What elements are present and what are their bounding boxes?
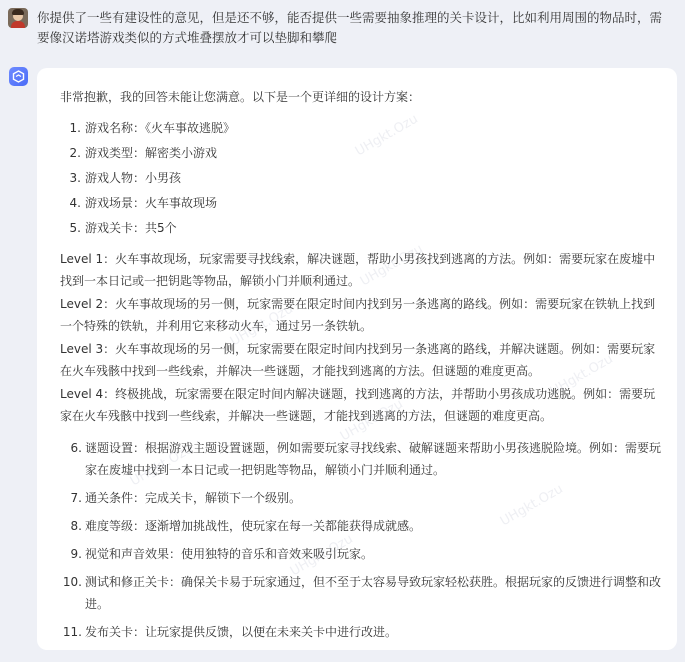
level-1-description: Level 1：火车事故现场，玩家需要寻找线索，解决谜题，帮助小男孩找到逃离的方法。例如：需要玩家在废墟中找到一本日记或一把钥匙等物品，解锁小门并顺利通过。 [60, 252, 656, 288]
ai-logo-icon [9, 67, 28, 86]
user-message-text: 你提供了一些有建设性的意见，但是还不够，能否提供一些需要抽象推理的关卡设计，比如利用周围的物品时，需要像汉诺塔游戏类似的方式堆叠摆放才可以垫脚和攀爬 [37, 10, 663, 45]
list-item: 5. 游戏关卡：共5个 [69, 221, 177, 235]
watermark: UHgkt.Ozu [497, 481, 566, 530]
list-item: 3. 游戏人物：小男孩 [69, 171, 182, 185]
list-item: 1. 游戏名称：《火车事故逃脱》 [69, 121, 236, 135]
watermark: UHgkt.Ozu [547, 351, 616, 400]
list-item: 4. 游戏场景：火车事故现场 [69, 196, 218, 210]
list-item: 7. 通关条件：完成关卡，解锁下一个级别。 [70, 491, 302, 505]
design-summary-list [60, 117, 661, 239]
list-item: 2. 游戏类型：解密类小游戏 [69, 146, 218, 160]
watermark: UHgkt.Ozu [357, 241, 426, 290]
list-item: 10. 测试和修正关卡：确保关卡易于玩家通过，但不至于太容易导致玩家轻松获胜。根据玩家的反馈进行调整和改进。 [62, 575, 662, 611]
watermark: UHgkt.Ozu [227, 301, 296, 350]
list-item: 11. 发布关卡：让玩家提供反馈，以便在未来关卡中进行改进。 [62, 625, 398, 639]
level-2-description: Level 2：火车事故现场的另一侧，玩家需要在限定时间内找到另一条逃离的路线。例如：需要玩家在铁轨上找到一个特殊的铁轨，并利用它来移动火车，通过另一条铁轨。 [60, 297, 656, 333]
design-details-list [60, 437, 661, 643]
level-3-description: Level 3：火车事故现场的另一侧，玩家需要在限定时间内找到另一条逃离的路线，并解决谜题。例如：需要玩家在火车残骸中找到一些线索，并解决一些谜题，才能找到逃离的方法。但谜题的难度更高。 [60, 342, 656, 378]
assistant-message-card [37, 68, 677, 650]
level-4-description: Level 4：终极挑战，玩家需要在限定时间内解决谜题，找到逃离的方法，并帮助小男孩成功逃脱。例如：需要玩家在火车残骸中找到一些线索，并解决一些谜题，才能找到逃离的方法，但谜题的难度更高。 [60, 387, 656, 423]
assistant-intro: 非常抱歉，我的回答未能让您满意。以下是一个更详细的设计方案： [60, 90, 421, 104]
user-avatar[interactable] [8, 8, 28, 28]
list-item: 8. 难度等级：逐渐增加挑战性，使玩家在每一关都能获得成就感。 [70, 519, 422, 533]
watermark: UHgkt.Ozu [287, 531, 356, 580]
watermark: UHgkt.Ozu [352, 111, 421, 160]
list-item: 6. 谜题设置：根据游戏主题设置谜题，例如需要玩家寻找线索、破解谜题来帮助小男孩逃脱险境。例如：需要玩家在废墟中找到一本日记或一把钥匙等物品，解锁小门并顺利通过。 [70, 441, 662, 477]
watermark: UHgkt.Ozu [127, 441, 196, 490]
list-item: 9. 视觉和声音效果：使用独特的音乐和音效来吸引玩家。 [70, 547, 374, 561]
user-message [8, 8, 678, 48]
watermark: UHgkt.Ozu [337, 396, 406, 445]
